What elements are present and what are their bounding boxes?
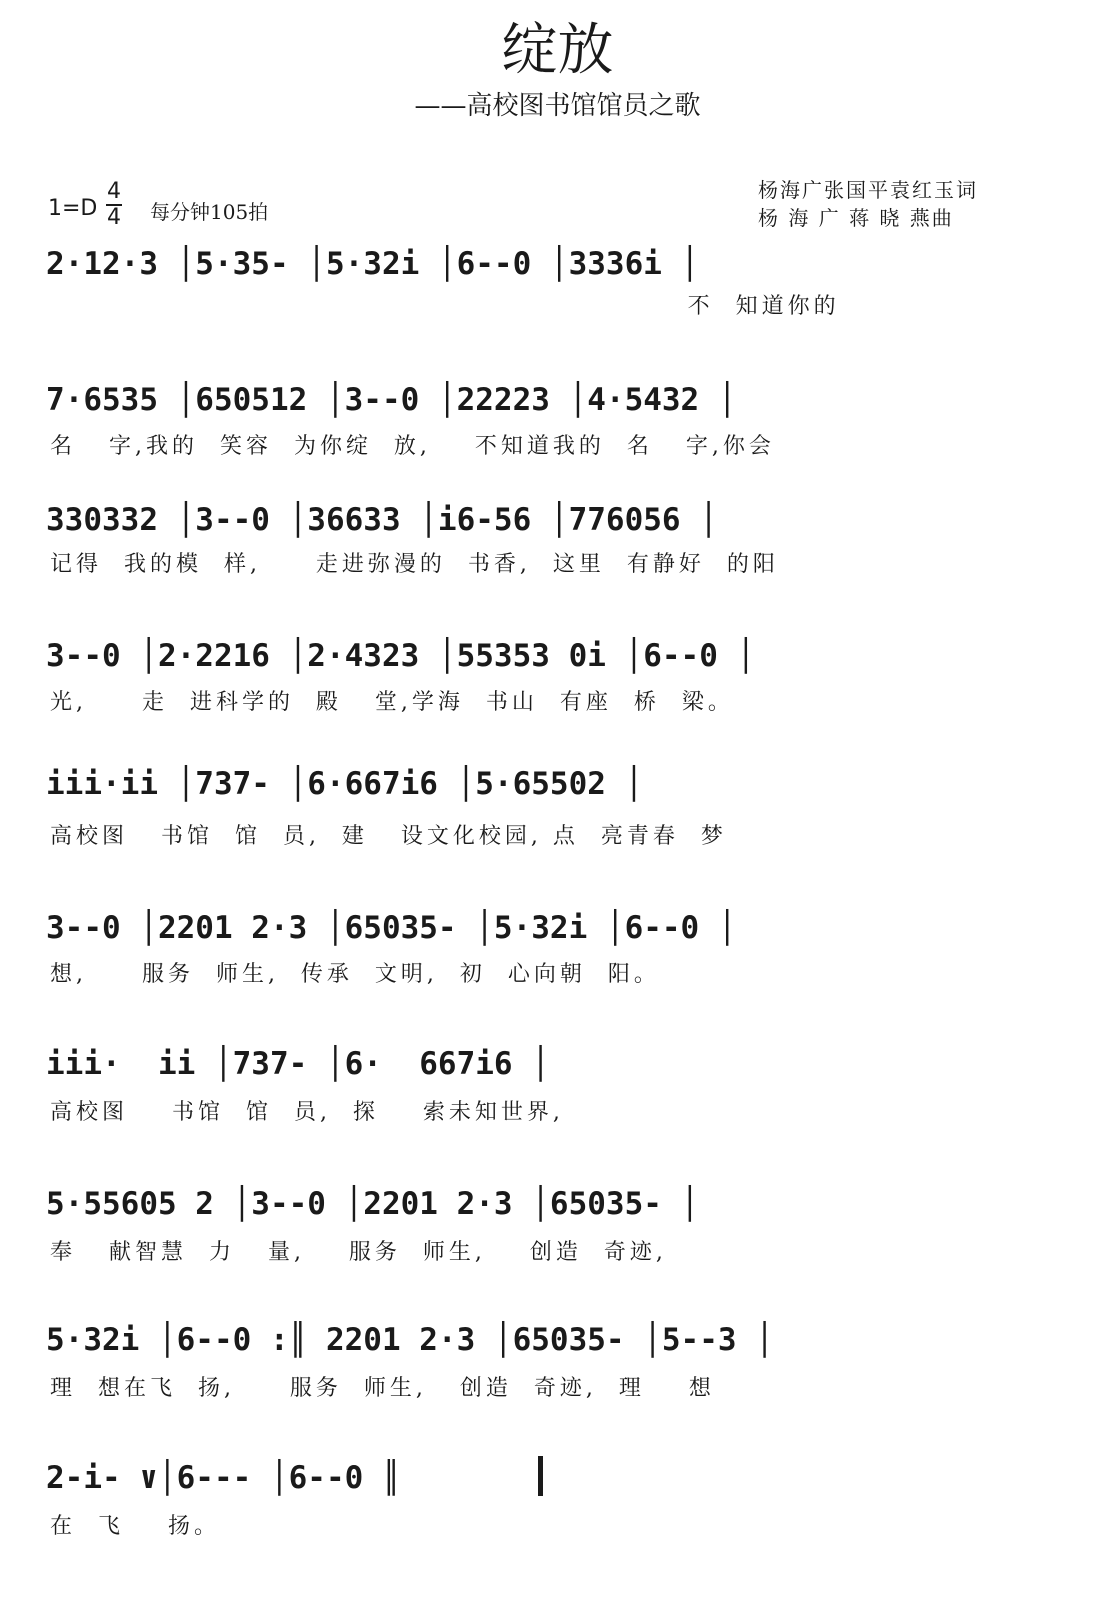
time-signature-bottom: 4 — [107, 205, 121, 230]
time-signature — [106, 180, 122, 230]
notation-line: 5·55605 2 │3--0 │2201 2·3 │65035- │ — [46, 1186, 700, 1222]
tempo-marking: 每分钟105拍 — [150, 200, 269, 224]
lyric-line: 高校图 书馆 馆 员, 建 设文化校园, 点 亮青春 梦 — [50, 824, 727, 849]
notation-line: 5·32i │6--0 :║ 2201 2·3 │65035- │5--3 │ — [46, 1322, 774, 1358]
final-barline — [538, 1456, 543, 1496]
lyric-line: 光, 走 进科学的 殿 堂,学海 书山 有座 桥 梁。 — [50, 690, 734, 715]
lyric-line: 在 飞 扬。 — [50, 1514, 220, 1539]
notation-line: iii· ii │737- │6· 667i6 │ — [46, 1046, 550, 1082]
lyricist-credit: 杨海广张国平袁红玉词 — [758, 178, 978, 202]
notation-line: 3--0 │2201 2·3 │65035- │5·32i │6--0 │ — [46, 910, 737, 946]
composer-credit: 杨 海 广 蒋 晓 燕曲 — [758, 206, 954, 230]
lyric-line: 记得 我的模 样, 走进弥漫的 书香, 这里 有静好 的阳 — [50, 552, 779, 577]
lyric-line: 奉 献智慧 力 量, 服务 师生, 创造 奇迹, — [50, 1240, 667, 1265]
subtitle: ——高校图书馆馆员之歌 — [414, 91, 701, 121]
notation-line: 7·6535 │650512 │3--0 │22223 │4·5432 │ — [46, 382, 737, 418]
page-title: 绽放 — [501, 18, 614, 83]
time-signature-top: 4 — [107, 179, 121, 204]
notation-line: 2·12·3 │5·35- │5·32i │6--0 │3336i │ — [46, 246, 700, 282]
notation-line: iii·ii │737- │6·667i6 │5·65502 │ — [46, 766, 644, 802]
key-signature: 1=D — [48, 196, 98, 221]
notation-line: 330332 │3--0 │36633 │i6-56 │776056 │ — [46, 502, 718, 538]
lyric-line: 不 知道你的 — [50, 294, 840, 319]
lyric-line: 想, 服务 师生, 传承 文明, 初 心向朝 阳。 — [50, 962, 660, 987]
lyric-line: 理 想在飞 扬, 服务 师生, 创造 奇迹, 理 想 — [50, 1376, 715, 1401]
lyric-line: 高校图 书馆 馆 员, 探 索未知世界, — [50, 1100, 564, 1125]
notation-line: 3--0 │2·2216 │2·4323 │55353 0i │6--0 │ — [46, 638, 756, 674]
notation-line: 2-i- ∨│6--- │6--0 ║ — [46, 1460, 401, 1496]
lyric-line: 名 字,我的 笑容 为你绽 放, 不知道我的 名 字,你会 — [50, 434, 775, 459]
